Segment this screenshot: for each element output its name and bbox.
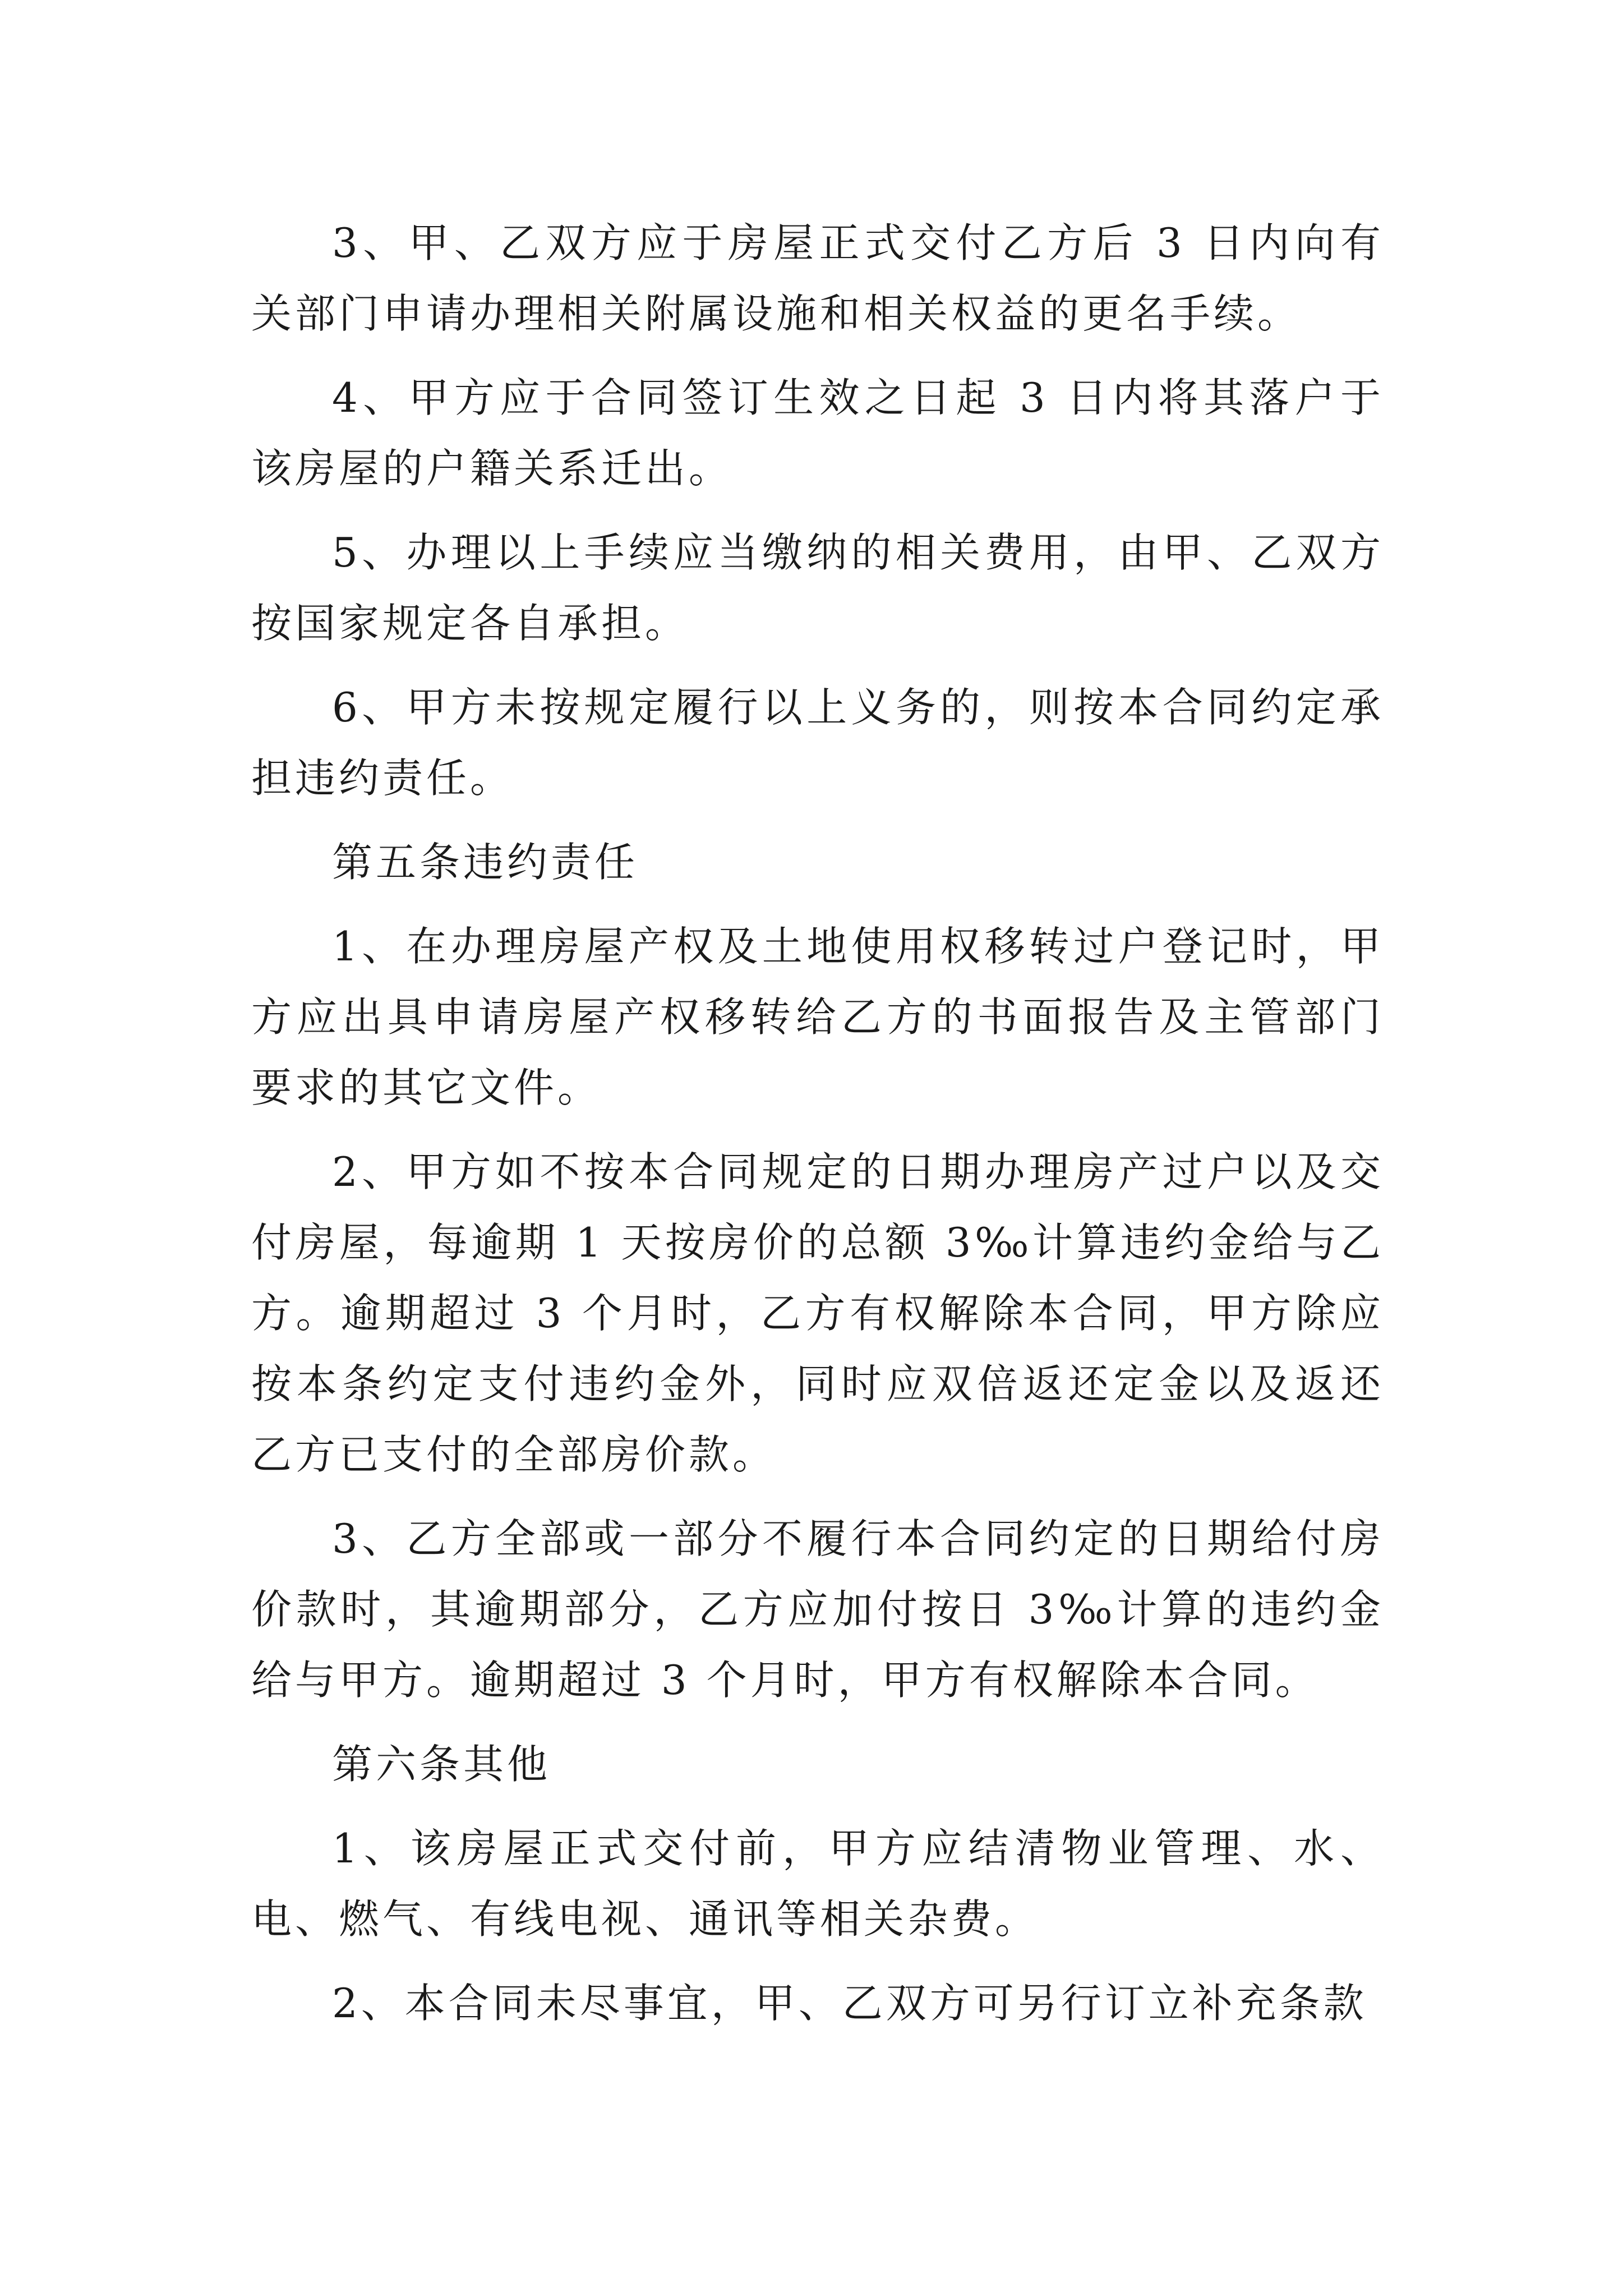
section-heading: 第六条其他 <box>332 1741 551 1788</box>
clause-paragraph: 3、甲、乙双方应于房屋正式交付乙方后 3 日内向有关部门申请办理相关附属设施和相关权益的更名手续。 <box>251 219 1384 337</box>
document-body <box>251 208 1384 2052</box>
clause-paragraph: 1、该房屋正式交付前，甲方应结清物业管理、水、电、燃气、有线电视、通讯等相关杂费。 <box>251 1825 1384 1943</box>
section-heading: 第五条违约责任 <box>332 839 639 886</box>
clause-paragraph: 6、甲方未按规定履行以上义务的，则按本合同约定承担违约责任。 <box>251 684 1384 802</box>
clause-paragraph: 3、乙方全部或一部分不履行本合同约定的日期给付房价款时，其逾期部分，乙方应加付按日 3‰计算的违约金给与甲方。逾期超过 3 个月时，甲方有权解除本合同。 <box>251 1515 1384 1704</box>
clause-paragraph: 2、本合同未尽事宜，甲、乙双方可另行订立补充条款 <box>332 1980 1367 2027</box>
clause-paragraph: 2、甲方如不按本合同规定的日期办理房产过户以及交付房屋，每逾期 1 天按房价的总额 3‰计算违约金给与乙方。逾期超过 3 个月时，乙方有权解除本合同，甲方除应按本条约定支付违约金外，同时应双倍返还定金以及返还乙方已支付的全部房价款。 <box>251 1148 1384 1478</box>
clause-paragraph: 5、办理以上手续应当缴纳的相关费用，由甲、乙双方按国家规定各自承担。 <box>251 529 1384 647</box>
clause-paragraph: 1、在办理房屋产权及土地使用权移转过户登记时，甲方应出具申请房屋产权移转给乙方的书面报告及主管部门要求的其它文件。 <box>251 923 1384 1111</box>
clause-paragraph: 4、甲方应于合同签订生效之日起 3 日内将其落户于该房屋的户籍关系迁出。 <box>251 374 1384 492</box>
